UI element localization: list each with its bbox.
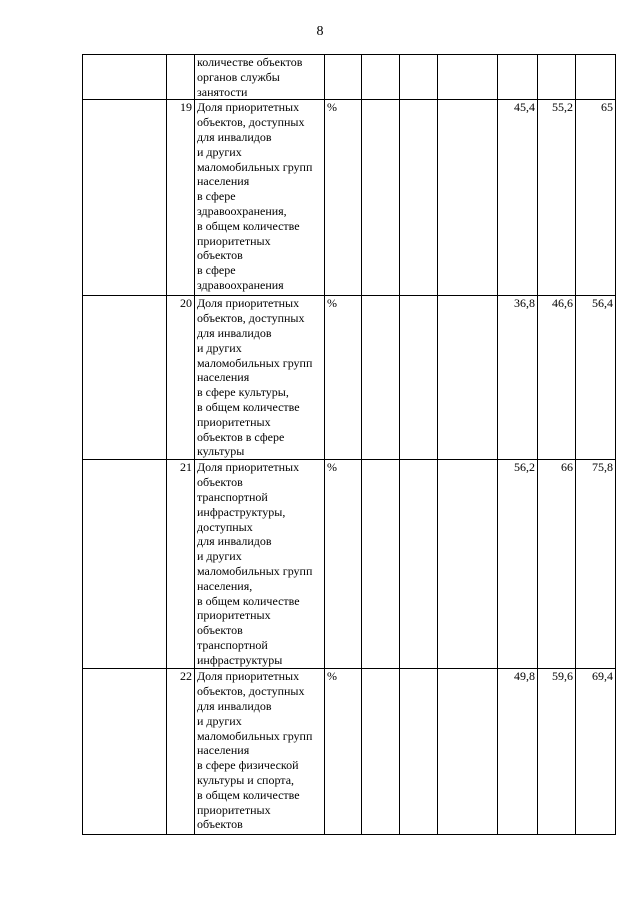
cell-unit: % — [325, 669, 362, 835]
cell-value-5: 55,2 — [538, 100, 576, 296]
cell-value-3 — [438, 100, 498, 296]
table-row — [83, 669, 616, 835]
cell-value-6: 69,4 — [576, 669, 616, 835]
cell-value-5: 59,6 — [538, 669, 576, 835]
cell-num: 19 — [167, 100, 195, 296]
cell-value-1 — [362, 296, 400, 460]
cell-unit: % — [325, 100, 362, 296]
cell-value-4: 56,2 — [498, 460, 538, 669]
cell-value-3 — [438, 296, 498, 460]
table-row — [83, 460, 616, 669]
cell-value-6: 65 — [576, 100, 616, 296]
cell-indicator: количестве объектов органов службы занятости — [195, 55, 325, 100]
table-row-carryover — [83, 55, 616, 100]
cell-indicator: Доля приоритетных объектов, доступных для инвалидов и других маломобильных групп населения в сфере физической культуры и спорта, в общем количестве приоритетных объектов — [195, 669, 325, 835]
page-number: 8 — [316, 24, 324, 39]
cell-indicator: Доля приоритетных объектов, доступных для инвалидов и других маломобильных групп населения в сфере культуры, в общем количестве приоритетных объектов в сфере культуры — [195, 296, 325, 460]
cell-unit: % — [325, 460, 362, 669]
cell-unit — [325, 55, 362, 100]
cell-blank — [83, 460, 167, 669]
table-row — [83, 100, 616, 296]
cell-value-5 — [538, 55, 576, 100]
cell-value-6: 56,4 — [576, 296, 616, 460]
cell-blank — [83, 296, 167, 460]
cell-value-2 — [400, 296, 438, 460]
cell-value-4: 36,8 — [498, 296, 538, 460]
cell-value-3 — [438, 460, 498, 669]
cell-value-2 — [400, 100, 438, 296]
cell-value-4: 49,8 — [498, 669, 538, 835]
cell-indicator: Доля приоритетных объектов, доступных для инвалидов и других маломобильных групп населения в сфере здравоохранения, в общем количестве приоритетных объектов в сфере здравоохранения — [195, 100, 325, 296]
indicators-table — [82, 54, 616, 835]
cell-value-3 — [438, 55, 498, 100]
cell-value-1 — [362, 669, 400, 835]
cell-num — [167, 55, 195, 100]
cell-value-4: 45,4 — [498, 100, 538, 296]
cell-num: 22 — [167, 669, 195, 835]
cell-blank — [83, 669, 167, 835]
cell-value-2 — [400, 460, 438, 669]
cell-value-2 — [400, 669, 438, 835]
cell-value-5: 46,6 — [538, 296, 576, 460]
cell-blank — [83, 55, 167, 100]
cell-value-1 — [362, 100, 400, 296]
cell-value-1 — [362, 460, 400, 669]
cell-indicator: Доля приоритетных объектов транспортной инфраструктуры, доступных для инвалидов и других маломобильных групп населения, в общем количестве приоритетных объектов транспортной инфраструктуры — [195, 460, 325, 669]
cell-blank — [83, 100, 167, 296]
cell-value-1 — [362, 55, 400, 100]
cell-value-2 — [400, 55, 438, 100]
table-row — [83, 296, 616, 460]
cell-value-3 — [438, 669, 498, 835]
cell-value-4 — [498, 55, 538, 100]
cell-num: 21 — [167, 460, 195, 669]
cell-value-6 — [576, 55, 616, 100]
cell-num: 20 — [167, 296, 195, 460]
cell-unit: % — [325, 296, 362, 460]
cell-value-6: 75,8 — [576, 460, 616, 669]
cell-value-5: 66 — [538, 460, 576, 669]
